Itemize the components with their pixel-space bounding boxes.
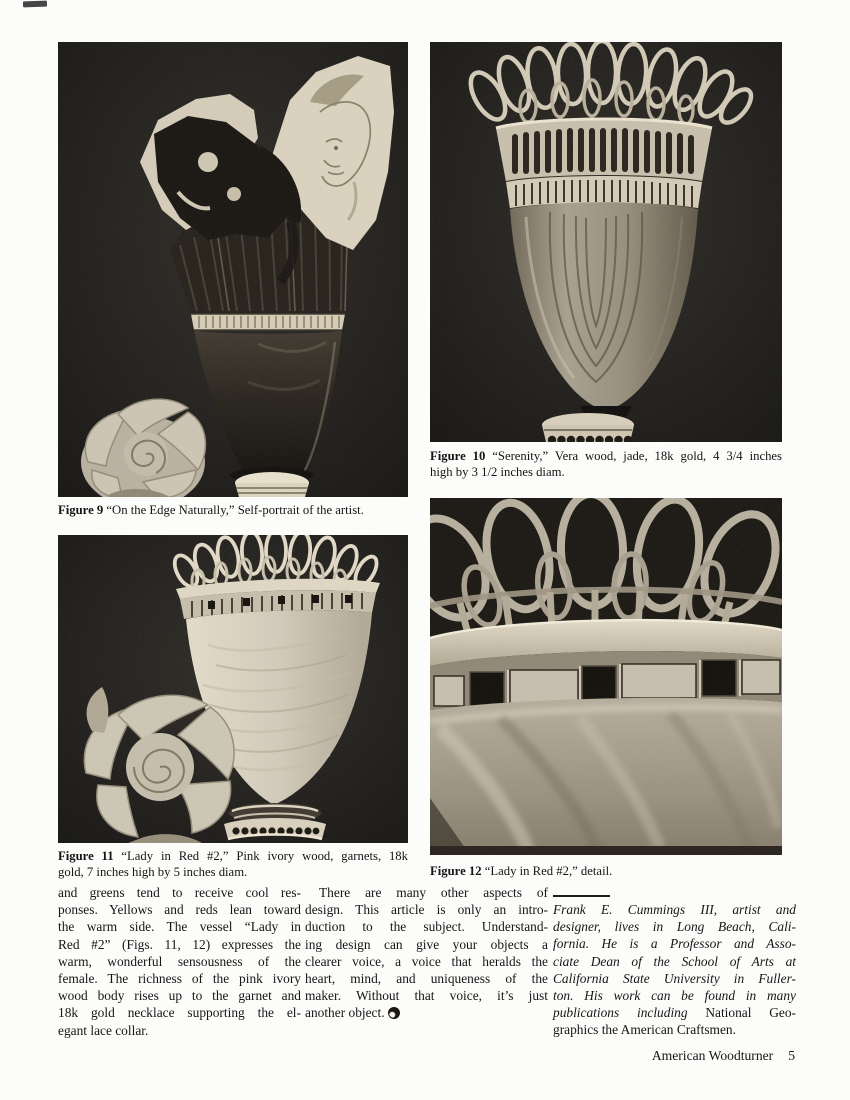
body-column-1 [58,884,301,1039]
text-line: heart, mind, and uniqueness of the [305,971,548,987]
figure-9-caption [58,503,408,519]
figure-12-caption [430,864,782,880]
end-of-article-mark [388,1007,400,1019]
text-line: Figure 10 “Serenity,” Vera wood, jade, 18k gold, 4 3/4 inches [430,449,782,463]
text-line: designer, lives in Long Beach, Cali- [553,919,796,935]
figure-9-photo [58,42,408,497]
text-line: publications including National Geo- [553,1005,796,1021]
text-line: clearer voice, a voice that heralds the [305,953,548,969]
text-line: ing design can give your objects a [305,936,548,952]
text-line: high by 3 1/2 inches diam. [430,464,565,479]
text-line: Figure 9 “On the Edge Naturally,” Self-portrait of the artist. [58,503,364,517]
text-line: Red #2” (Figs. 11, 12) expresses the [58,936,301,952]
figure-11-photo [58,535,408,843]
page-number: 5 [788,1048,795,1063]
text-line: Figure 12 “Lady in Red #2,” detail. [430,864,613,878]
bio-divider-rule [553,895,610,897]
text-line: design. This article is only an intro- [305,902,548,918]
text-line: and greens tend to receive cool res- [58,885,301,900]
text-line: fornia. He is a Professor and Asso- [553,936,796,952]
text-line: duction to the subject. Understand- [305,919,548,935]
figure-10-caption [430,449,782,480]
bio-text [553,901,796,1039]
body-column-2 [305,884,548,1022]
text-line: Frank E. Cummings III, artist and [553,902,796,917]
text-line: wood body rises up to the garnet and [58,988,301,1004]
figure-10-photo [430,42,782,442]
text-line: Figure 11 “Lady in Red #2,” Pink ivory wood, garnets, 18k [58,849,408,863]
text-line: maker. Without that voice, it’s just [305,988,548,1004]
text-line: ciate Dean of the School of Arts at [553,953,796,969]
text-line: the warm side. The vessel “Lady in [58,919,301,935]
text-line: California State University in Fuller- [553,970,796,986]
text-line: female. The richness of the pink ivory [58,971,301,987]
text-line: ton. His work can be found in many [553,988,796,1004]
text-line: graphics the American Craftsmen. [553,1022,736,1038]
text-line: gold, 7 inches high by 5 inches diam. [58,864,248,879]
body-column-3-author-bio [553,884,796,1039]
text-line: 18k gold necklace supporting the el- [58,1005,301,1021]
figure-11-caption [58,849,408,880]
publication-name: American Woodturner [651,1048,774,1063]
page-footer [495,1048,795,1064]
text-line: There are many other aspects of [319,885,548,900]
text-line: warm, wonderful sensousness of the [58,953,301,969]
text-line: another object. [305,1004,548,1021]
text-line: egant lace collar. [58,1022,149,1038]
figure-12-photo [430,498,782,855]
text-line: ponses. Yellows and reds lean toward [58,902,301,918]
scan-artifact-mark [23,1,47,8]
